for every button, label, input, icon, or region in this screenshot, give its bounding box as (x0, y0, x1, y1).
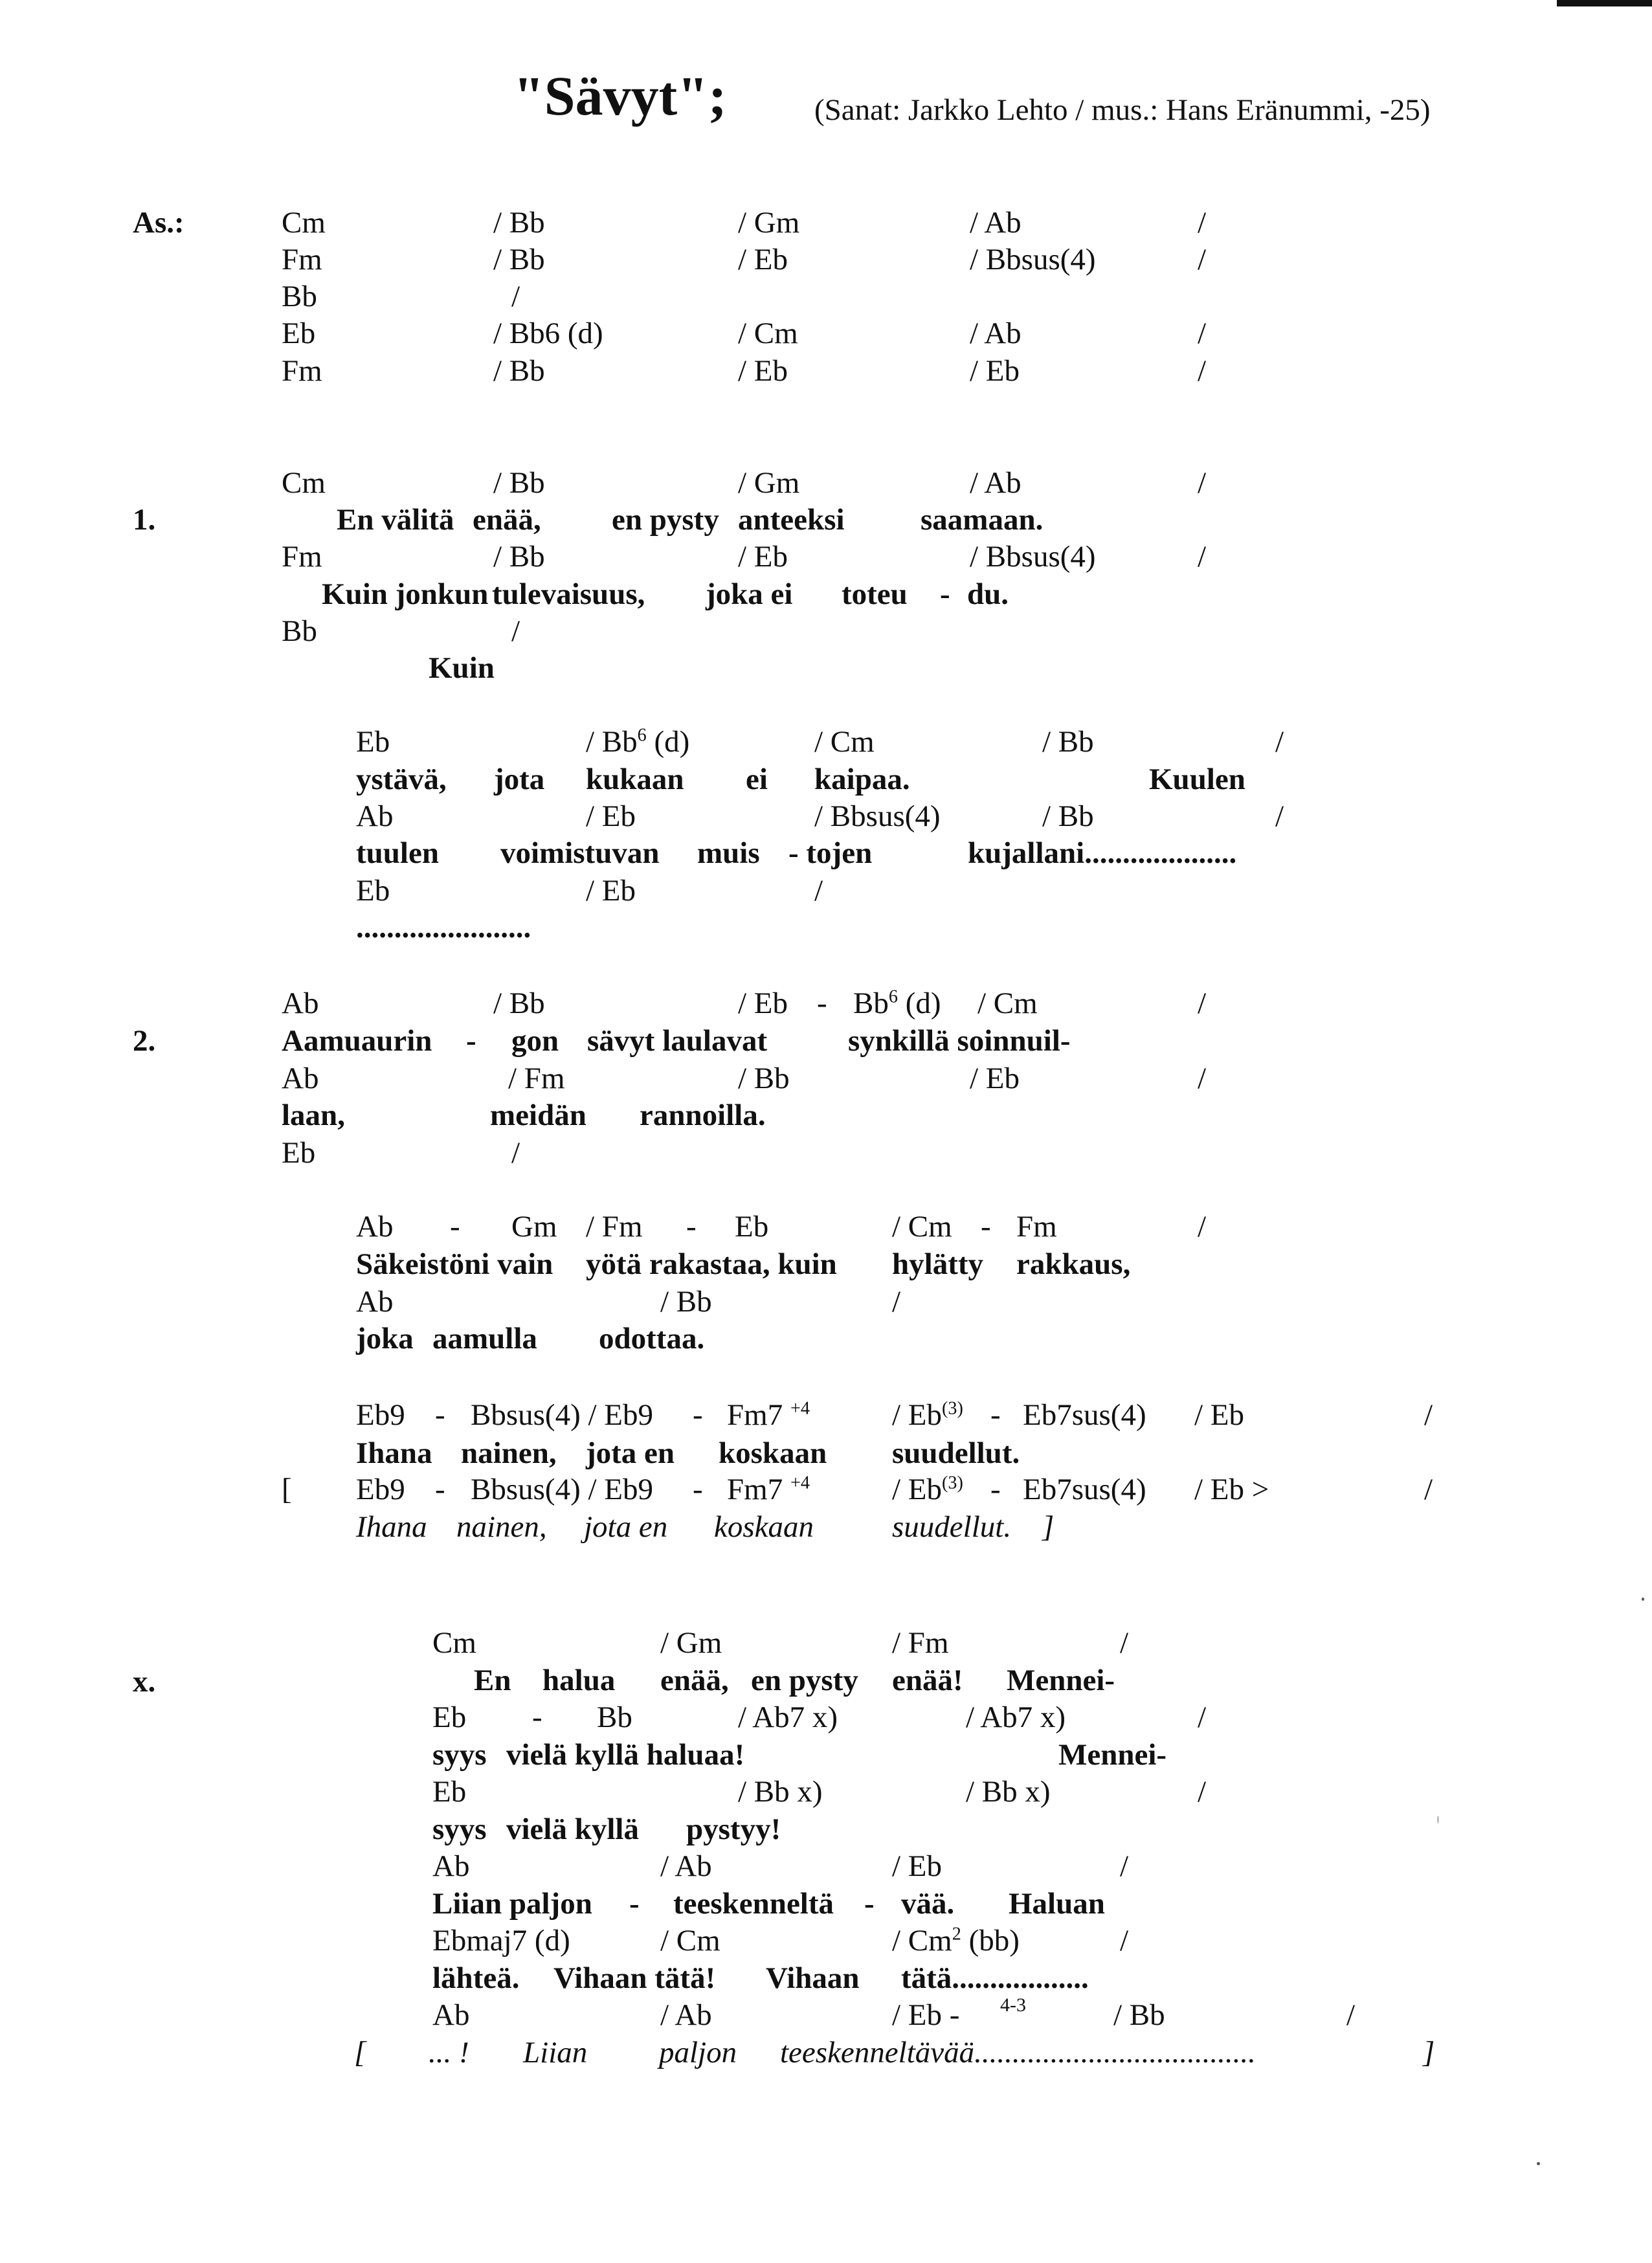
chord: / Bb (1042, 725, 1094, 759)
lyric: lähteä. (432, 1961, 520, 1995)
lyric: aamulla (432, 1322, 537, 1355)
chord: Fm (282, 354, 322, 388)
lyric: enää, (660, 1664, 729, 1697)
lyric: - (940, 577, 950, 611)
lyric: paljon (659, 2036, 737, 2069)
chord: / Gm (660, 1626, 722, 1660)
chord: / Eb > (1194, 1473, 1269, 1506)
chord: Fm (1016, 1210, 1057, 1243)
lyric: Liian (523, 2036, 588, 2069)
chord: - (817, 987, 827, 1020)
chord: / Gm (738, 466, 800, 500)
lyric: nainen, (461, 1436, 557, 1470)
lyric: tätä.................. (901, 1961, 1089, 1995)
lyric: pystyy! (686, 1812, 781, 1846)
chord: / Cm (977, 987, 1038, 1020)
scan-speck (1537, 2162, 1540, 2165)
verse-1-label: 1. (133, 503, 156, 537)
chord: Gm (511, 1210, 557, 1243)
lyric: Kuin (429, 651, 495, 685)
lyric: jota en (586, 1436, 675, 1470)
lyric: jota (494, 763, 545, 796)
chord-separator: - (981, 1210, 991, 1243)
bar-line: / (511, 614, 520, 648)
chord: / Bbsus(4) (970, 540, 1096, 574)
lyric: ei (746, 763, 768, 796)
lyric: ystävä, (356, 763, 447, 796)
bar-line: / (1198, 987, 1207, 1020)
song-credit: (Sanat: Jarkko Lehto / mus.: Hans Eränummi, -25) (814, 93, 1431, 127)
chord: / Bb (493, 987, 545, 1020)
lyric: laan, (282, 1098, 345, 1132)
chord: Cm (282, 466, 326, 500)
lyric: joka (356, 1322, 414, 1355)
lyric: saamaan. (921, 503, 1044, 537)
lyric: tuulen (356, 836, 439, 870)
lyric: Kuulen (1149, 763, 1245, 796)
chord: / Cm (738, 317, 798, 350)
chord: Eb (735, 1210, 769, 1243)
chord: Eb7sus(4) (1023, 1473, 1146, 1506)
lyric: Mennei- (1007, 1664, 1115, 1697)
chord: / Fm (508, 1062, 565, 1095)
bar-line: / (1198, 317, 1207, 350)
repeat-bracket-open: [ (282, 1473, 292, 1506)
chord: / Eb$^{(3)}$ (892, 1398, 963, 1432)
lyric: en pysty (612, 503, 719, 537)
lyric: Säkeistöni vain (356, 1247, 553, 1281)
chord: Ab (282, 987, 319, 1020)
chord: / Bb6 (d) (493, 317, 603, 350)
chord-separator: - (686, 1210, 697, 1243)
bar-line: / (1198, 1210, 1207, 1243)
chord: Bb (597, 1700, 632, 1734)
lyric: toteu (842, 577, 908, 611)
chord-suspension: 4-3 (1000, 1994, 1026, 2016)
lyric: du. (967, 577, 1009, 611)
chord-separator: - (693, 1473, 703, 1506)
chord: Eb (432, 1775, 467, 1809)
chord: / Bbsus(4) (970, 243, 1096, 276)
repeat-bracket-close: ] (1423, 2036, 1435, 2069)
chord: / Fm (892, 1626, 949, 1660)
chord: / Eb$^{(3)}$ (892, 1473, 963, 1506)
chord: Bb (282, 280, 317, 313)
lyric: Ihana (356, 1510, 427, 1544)
lyric: suudellut. (892, 1510, 1012, 1544)
lyric: anteeksi (738, 503, 845, 537)
lyric: kukaan (586, 763, 684, 796)
lyric: gon (511, 1024, 559, 1058)
lyric: Aamuaurin (282, 1024, 432, 1058)
lyric: jota en (584, 1510, 668, 1544)
chord: Bb (282, 614, 317, 648)
bar-line: / (1198, 1700, 1207, 1734)
chord: Ab (282, 1062, 319, 1095)
chord: / Bb x) (966, 1775, 1051, 1809)
lyric: ... ! (429, 2036, 469, 2069)
lyric: Vihaan tätä! (553, 1961, 716, 1995)
chord: / Bb (493, 466, 545, 500)
chord-separator: - (435, 1398, 445, 1432)
chord: Eb (356, 874, 390, 908)
lyric: Ihana (356, 1436, 432, 1470)
lyric: vielä kyllä haluaa! (506, 1738, 745, 1772)
lyric: yötä rakastaa, kuin (586, 1247, 837, 1281)
chord: Eb9 (356, 1398, 405, 1432)
scan-corner-mark (1557, 0, 1652, 6)
lyric: voimistuvan (500, 836, 660, 870)
chord: / Bb (493, 243, 545, 276)
lyric: syys (432, 1812, 487, 1846)
chord: / Eb (970, 354, 1020, 388)
lyric: teeskenneltä (673, 1887, 834, 1921)
bar-line: / (1198, 1775, 1207, 1809)
bar-line: / (1120, 1849, 1129, 1883)
bar-line: / (1198, 354, 1207, 388)
lyric: suudellut. (892, 1436, 1020, 1470)
chord: Bbsus(4) / Eb9 (471, 1398, 653, 1432)
bar-line: / (1120, 1924, 1129, 1957)
lyric: Mennei- (1058, 1738, 1167, 1772)
bar-line: / (1198, 466, 1207, 500)
chord: / Bb (493, 540, 545, 574)
chord-separator: - (990, 1398, 1001, 1432)
repeat-bracket-close: ] (1042, 1510, 1055, 1544)
chord: Ab (432, 1849, 470, 1883)
lyric: muis (697, 836, 760, 870)
chord: Fm7 $^{+4}$ (727, 1473, 810, 1506)
bar-line: / (511, 280, 520, 313)
bar-line: / (1120, 1626, 1129, 1660)
chord: / Eb (738, 354, 788, 388)
bar-line: / (511, 1136, 520, 1170)
bar-line: / (1275, 725, 1284, 759)
bridge-label: x. (133, 1665, 156, 1699)
chord-separator: - (693, 1398, 703, 1432)
bar-line: / (1198, 243, 1207, 276)
lyric: koskaan (714, 1510, 814, 1544)
chord: Fm (282, 243, 322, 276)
chord: Eb (356, 725, 390, 759)
chord: / Eb (970, 1062, 1020, 1095)
lyric: Liian paljon (432, 1887, 592, 1921)
bar-line: / (892, 1285, 901, 1319)
chord: / Ab (970, 317, 1021, 350)
chord-separator: - (532, 1700, 542, 1734)
chord: Ab (356, 1285, 394, 1319)
lyric: synkillä soinnuil- (848, 1024, 1071, 1058)
chord: / Bbsus(4) (814, 799, 941, 833)
bar-line: / (814, 874, 823, 908)
chord: / Ab (970, 206, 1021, 240)
chord: Ab (432, 1998, 470, 2032)
lyric: - tojen (788, 836, 873, 870)
chord: Fm (282, 540, 322, 574)
chord: / Bb (1042, 799, 1094, 833)
lyric: odottaa. (599, 1322, 705, 1355)
lyric: ....................... (356, 911, 531, 944)
chord: / Eb (738, 540, 788, 574)
chord: / Eb (586, 874, 636, 908)
bar-line: / (1424, 1398, 1433, 1432)
lyric: En välitä (337, 503, 454, 537)
chord: / Eb (1194, 1398, 1245, 1432)
chord: / Cm (660, 1924, 720, 1957)
lyric: - (864, 1887, 875, 1921)
chord: Eb (282, 1136, 316, 1170)
chord: Eb (432, 1700, 467, 1734)
chord: / Eb (586, 799, 636, 833)
chord: Ebmaj7 (d) (432, 1924, 570, 1957)
chord-separator: - (450, 1210, 460, 1243)
bar-line: / (1198, 1062, 1207, 1095)
chord: / Cm (814, 725, 875, 759)
chord: / Ab7 x) (966, 1700, 1066, 1734)
lyric: - (466, 1024, 476, 1058)
chord: / Bb (738, 1062, 790, 1095)
chord: Ab (356, 799, 394, 833)
lyric: joka ei (706, 577, 793, 611)
lyric: tulevaisuus, (492, 577, 645, 611)
chord: / Eb (738, 987, 788, 1020)
lyric: enää! (892, 1664, 963, 1697)
bar-line: / (1424, 1473, 1433, 1506)
chord: / Cm$^2$ (bb) (892, 1924, 1020, 1957)
chord: / Eb (738, 243, 788, 276)
chord: / Bb$^6$ (d) (586, 725, 690, 759)
chord: / Gm (738, 206, 800, 240)
lyric: en pysty (751, 1664, 858, 1697)
intro-label: As.: (133, 206, 184, 240)
chord: / Ab (660, 1998, 712, 2032)
chord: Fm7 $^{+4}$ (727, 1398, 810, 1432)
lyric: meidän (490, 1098, 586, 1132)
chord: / Fm (586, 1210, 643, 1243)
chord: / Eb (892, 1849, 943, 1883)
chord: Bb$^6$ (d) (853, 987, 941, 1020)
chord: / Ab (660, 1849, 712, 1883)
bar-line: / (1275, 799, 1284, 833)
chord: / Bb (493, 354, 545, 388)
lyric: koskaan (719, 1436, 827, 1470)
lyric: kujallani.................... (968, 836, 1237, 870)
chord: / Ab (970, 466, 1021, 500)
chord: Cm (432, 1626, 476, 1660)
lyric: - (629, 1887, 640, 1921)
scan-speck (1437, 1816, 1439, 1823)
lyric: Haluan (1009, 1887, 1105, 1921)
chord: Eb7sus(4) (1023, 1398, 1146, 1432)
chord: Bbsus(4) / Eb9 (471, 1473, 653, 1506)
lyric: vielä kyllä (506, 1812, 639, 1846)
verse-2-label: 2. (133, 1024, 156, 1058)
chord: / Bb (1113, 1998, 1165, 2032)
lyric: hylätty (892, 1247, 983, 1281)
bar-line: / (1198, 206, 1207, 240)
lyric: kaipaa. (814, 763, 910, 796)
lyric: syys (432, 1738, 487, 1772)
bar-line: / (1198, 540, 1207, 574)
chord-separator: - (990, 1473, 1001, 1506)
chord-separator: - (435, 1473, 445, 1506)
lyric: Kuin jonkun (322, 577, 489, 611)
lyric: halua (542, 1664, 616, 1697)
chord: Ab (356, 1210, 394, 1243)
chord: Cm (282, 206, 326, 240)
lyric: En (474, 1664, 511, 1697)
chord: Eb (282, 317, 316, 350)
repeat-bracket-open: [ (354, 2036, 366, 2069)
chord: Eb9 (356, 1473, 405, 1506)
chord: / Ab7 x) (738, 1700, 838, 1734)
lyric: sävyt laulavat (587, 1024, 768, 1058)
lyric: enää, (473, 503, 541, 537)
chord: / Bb (660, 1285, 712, 1319)
lyric: Vihaan (766, 1961, 860, 1995)
chord: / Bb (493, 206, 545, 240)
lyric: nainen, (456, 1510, 547, 1544)
scan-speck (1642, 1598, 1644, 1601)
lyric: teeskenneltävää..................................... (780, 2036, 1256, 2069)
chord: / Eb - (892, 1998, 960, 2032)
chord: / Cm (892, 1210, 952, 1243)
song-title: "Sävyt"; (513, 65, 727, 127)
lyric: rakkaus, (1016, 1247, 1131, 1281)
chord: / Bb x) (738, 1775, 823, 1809)
lyric: rannoilla. (640, 1098, 766, 1132)
lyric: vää. (901, 1887, 955, 1921)
bar-line: / (1346, 1998, 1356, 2032)
